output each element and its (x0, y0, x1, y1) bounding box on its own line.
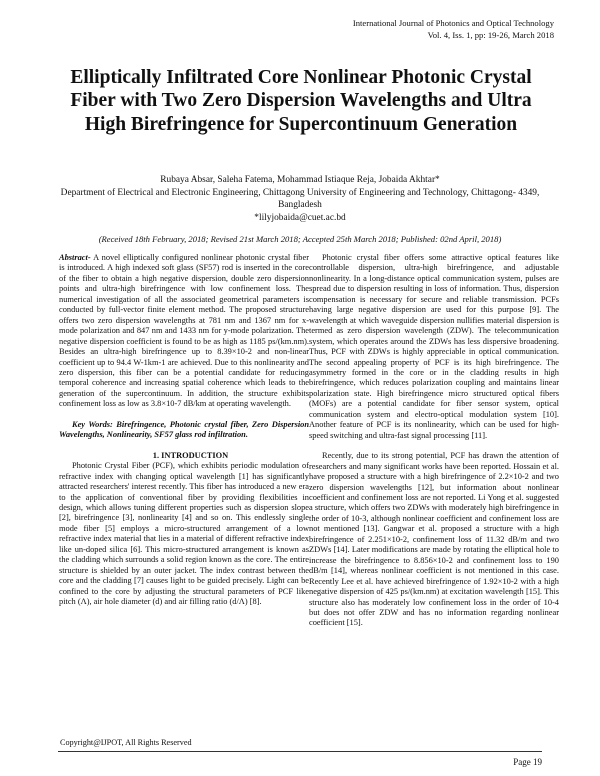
abstract-text: A novel elliptically configured nonlinear photonic crystal fiber is introduced. A high indexed soft glass (SF57) rod is inserted in the core of the fiber to obtain a high negative dispersion, double zero dispersion points and ultra-high birefringence with low confinement loss. The numerical investigation of all the associated geometrical parameters is conducted by full-vector finite element method. The proposed structure offers two zero dispersion wavelengths at 781 nm and 1367 nm for x-mode polarization and 847 nm and 1433 nm for y-mode polarization. The negative dispersion coefficient is found to be as high as 1185 ps/(km.nm). Besides an ultra-high birefringence up to 8.39×10-2 and non-linear coefficient up to 94.4 W-1km-1 are achieved. Due to this nonlinearity and zero dispersion, this fiber can be a potential candidate for reducing temporal coherence and increasing spatial coherence which leads to the generation of the supercontinuum. In addition, the structure exhibits confinement loss as low as 3.8×10-7 dB/km at operating wavelength. (59, 253, 309, 409)
page-number: Page 19 (513, 757, 542, 767)
paper-title: Elliptically Infiltrated Core Nonlinear Photonic Crystal Fiber with Two Zero Dispersion Wavelengths and Ultra High Birefringence for Supercontinuum Generation (70, 67, 532, 135)
left-column (59, 253, 309, 608)
affiliation: Department of Electrical and Electronic Engineering, Chittagong University of Engineering and Technology, Chittagong- 4349, Bangladesh (60, 187, 540, 210)
abstract-label: Abstract- (59, 253, 91, 262)
corresponding-email: *lilyjobaida@cuet.ac.bd (254, 212, 346, 223)
journal-name: International Journal of Photonics and Optical Technology (352, 18, 554, 28)
right-column (309, 253, 559, 629)
abstract (59, 253, 309, 410)
keywords: Key Words: Birefringence, Photonic crystal fiber, Zero Dispersion Wavelengths, Nonlinearity, SF57 glass rod infiltration. (59, 419, 309, 440)
journal-header (353, 17, 554, 41)
body-paragraph-1: Photonic crystal fiber offers some attractive optical features like controllable dispersion, ultra-high birefringence, and adjustable nonlinearity. In a long-distance optical communication system, pulses are spread due to dispersion resulting in loss of information. Thus, dispersion compensation is necessary for secure and reliable transmission. PCFs having large negative dispersion are used for this purpose [9]. The wavelength at which waveguide dispersion nullifies material dispersion is termed as zero dispersion wavelength (ZDW). The telecommunication system, which operates around the ZDWs has less dispersive broadening. Thus, PCF with ZDWs is highly appreciable in optical communication. The second appealing property of PCF is its high birefringence. The asymmetry formed in the core or in the cladding results in high birefringence, which reduces polarization coupling and maintains linear polarization state. High birefringence micro structured optical fibers (MOFs) are a potential candidate for fiber sensor system, optical communication system and electro-optical modulation system [10]. Another feature of PCF is its nonlinearity, which can be used for high-speed switching and ultra-fast signal processing [11]. (309, 253, 559, 440)
body-paragraph-2: Recently, due to its strong potential, PCF has drawn the attention of researchers and many significant works have been reported. Hossain et al. have proposed a structure with a high birefringence of 2.2×10-2 and two zero dispersion wavelengths [12], but information about nonlinear coefficient and confinement loss are not reported. Li Yong et al. suggested a structure, which offers two ZDWs with moderately high birefringence in the order of 10-3, although nonlinear coefficient and confinement loss are not mentioned [13]. Gangwar et al. proposed a structure with a high birefringence of 2.251×10-2, confinement loss of 11.32 dB/m and two ZDWs [14]. Later modifications are made by rotating the elliptical hole to increase the birefringence to 8.856×10-2 and confinement loss to 190 dB/m [14], whereas nonlinear coefficient is not mentioned in this case. Recently Lee et al. have achieved birefringence of 1.92×10-2 with a high negative dispersion of 425 ps/(km.nm) at excitation wavelength [15]. This structure also has moderately low confinement loss in the order of 10-4 but does not offer ZDW and has no information regarding nonlinear coefficient [15]. (309, 451, 559, 628)
author-names: Rubaya Absar, Saleha Fatema, Mohammad Istiaque Reja, Jobaida Akhtar* (160, 175, 440, 185)
author-block (40, 174, 560, 224)
journal-volume: Vol. 4, Iss. 1, pp: 19-26, March 2018 (427, 30, 554, 40)
intro-paragraph: Photonic Crystal Fiber (PCF), which exhibits periodic modulation of refractive index with changing optical wavelength [1] has significantly attracted researchers' interest recently. This fiber has introduced a new era to the application of conventional fiber by providing flexibilities in design, which allows tuning different properties such as dispersion slope [2], birefringence [3], nonlinearity [4] and so on. This endlessly single mode fiber [5] employs a micro-structured arrangement of a low refractive index material that lies in a material of different refractive index like un-doped silica [6]. This micro-structured arrangement is known as the cladding which surrounds a solid region known as the core. The entire structure is shielded by an outer jacket. The index contrast between the core and the cladding [7] causes light to be guided precisely. Light can be confined to the core by adjusting the structural parameters of PCF like pitch (Λ), air hole diameter (d) and air filling ratio (d/Λ) [8]. (59, 461, 309, 607)
copyright-notice: Copyright@IJPOT, All Rights Reserved (60, 738, 192, 747)
publication-dates: (Received 18th February, 2018; Revised 21st March 2018; Accepted 25th March 2018; Published: 02nd April, 2018) (98, 234, 502, 244)
section-heading-introduction: 1. INTRODUCTION (152, 450, 229, 460)
footer-divider (58, 751, 542, 752)
